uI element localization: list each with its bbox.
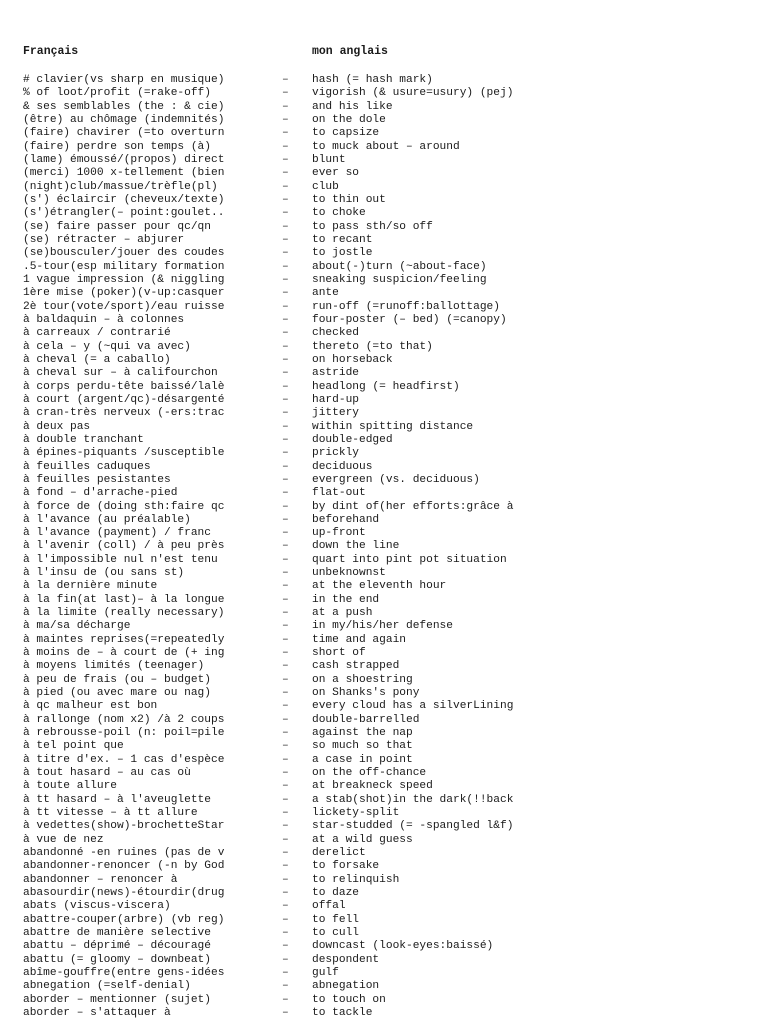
french-term: à la limite (really necessary) — [23, 607, 225, 620]
french-term: à moyens limités (teenager) — [23, 660, 205, 673]
separator-dash: – — [282, 793, 289, 806]
glossary-row — [0, 914, 768, 927]
separator-dash: – — [282, 593, 289, 606]
separator-dash: – — [282, 540, 289, 553]
glossary-row — [0, 860, 768, 873]
french-term: à pied (ou avec mare ou nag) — [23, 687, 211, 700]
english-term: blunt — [312, 153, 346, 166]
glossary-row — [0, 101, 768, 114]
english-term: to capsize — [312, 127, 380, 140]
separator-dash: – — [282, 327, 289, 340]
french-term: (lame) émoussé/(propos) direct — [23, 153, 225, 166]
separator-dash: – — [282, 340, 289, 353]
separator-dash: – — [282, 433, 289, 446]
french-term: aborder – mentionner (sujet) — [23, 993, 211, 1006]
english-term: unbeknownst — [312, 567, 386, 580]
english-term: at a push — [312, 607, 373, 620]
english-term: abnegation — [312, 980, 380, 993]
english-term: hard-up — [312, 393, 359, 406]
separator-dash: – — [282, 287, 289, 300]
glossary-row — [0, 274, 768, 287]
english-term: lickety-split — [312, 807, 400, 820]
glossary-row — [0, 261, 768, 274]
separator-dash: – — [282, 767, 289, 780]
glossary-row — [0, 181, 768, 194]
glossary-row — [0, 194, 768, 207]
separator-dash: – — [282, 966, 289, 979]
separator-dash: – — [282, 647, 289, 660]
french-term: (faire) perdre son temps (à) — [23, 140, 211, 153]
separator-dash: – — [282, 513, 289, 526]
glossary-row — [0, 887, 768, 900]
glossary-row — [0, 794, 768, 807]
separator-dash: – — [282, 220, 289, 233]
separator-dash: – — [282, 167, 289, 180]
glossary-row — [0, 687, 768, 700]
separator-dash: – — [282, 487, 289, 500]
glossary-row — [0, 807, 768, 820]
glossary-row — [0, 994, 768, 1007]
english-term: downcast (look-eyes:baissé) — [312, 940, 494, 953]
french-term: (night)club/massue/trèfle(pl) — [23, 180, 218, 193]
separator-dash: – — [282, 460, 289, 473]
french-term: à moins de – à court de (+ ing — [23, 647, 225, 660]
english-term: to cull — [312, 927, 359, 939]
english-term: beforehand — [312, 513, 380, 526]
separator-dash: – — [282, 1006, 289, 1019]
glossary-row — [0, 234, 768, 247]
english-term: evergreen (vs. deciduous) — [312, 473, 480, 486]
french-term: 1ère mise (poker)(v-up:casquer — [23, 287, 225, 300]
english-term: against the nap — [312, 727, 413, 740]
glossary-row — [0, 247, 768, 260]
glossary-row — [0, 474, 768, 487]
separator-dash: – — [282, 420, 289, 433]
separator-dash: – — [282, 847, 289, 860]
glossary-row — [0, 540, 768, 553]
glossary-row — [0, 527, 768, 540]
separator-dash: – — [282, 687, 289, 700]
english-term: cash strapped — [312, 660, 400, 673]
glossary-row — [0, 740, 768, 753]
glossary-row — [0, 927, 768, 940]
french-term: (se) rétracter – abjurer — [23, 233, 185, 246]
french-term: aborder – s'attaquer à — [23, 1006, 171, 1019]
separator-dash: – — [282, 820, 289, 833]
english-term: double-edged — [312, 433, 393, 446]
glossary-row — [0, 567, 768, 580]
english-term: on horseback — [312, 353, 393, 366]
glossary-row — [0, 834, 768, 847]
english-term: on Shanks's pony — [312, 687, 420, 700]
french-term: à ma/sa décharge — [23, 620, 131, 633]
separator-dash: – — [282, 727, 289, 740]
separator-dash: – — [282, 380, 289, 393]
english-term: by dint of(her efforts:grâce à — [312, 500, 514, 513]
english-term: up-front — [312, 527, 366, 540]
english-term: derelict — [312, 847, 366, 860]
separator-dash: – — [282, 127, 289, 140]
french-term: à vedettes(show)-brochetteStar — [23, 820, 225, 833]
separator-dash: – — [282, 313, 289, 326]
glossary-row — [0, 367, 768, 380]
french-term: à maintes reprises(=repeatedly — [23, 633, 225, 646]
french-term: à cela – y (~qui va avec) — [23, 340, 191, 353]
french-term: abattu (= gloomy – downbeat) — [23, 953, 211, 966]
english-term: vigorish (& usure=usury) (pej) — [312, 87, 514, 100]
separator-dash: – — [282, 393, 289, 406]
french-term: (faire) chavirer (=to overturn — [23, 127, 225, 140]
english-term: offal — [312, 900, 346, 913]
separator-dash: – — [282, 580, 289, 593]
glossary-row — [0, 980, 768, 993]
glossary-row — [0, 434, 768, 447]
french-term: (se) faire passer pour qc/qn — [23, 220, 211, 233]
separator-dash: – — [282, 74, 289, 86]
separator-dash: – — [282, 673, 289, 686]
french-term: à deux pas — [23, 420, 91, 433]
french-term: à l'avenir (coll) / à peu près — [23, 540, 225, 553]
french-term: à l'avance (payment) / franc — [23, 527, 211, 540]
glossary-row — [0, 207, 768, 220]
separator-dash: – — [282, 607, 289, 620]
english-term: so much so that — [312, 740, 413, 753]
english-term: astride — [312, 367, 359, 380]
french-term: (s')étrangler(– point:goulet.. — [23, 207, 225, 220]
french-term: à la fin(at last)– à la longue — [23, 593, 225, 606]
glossary-row — [0, 341, 768, 354]
separator-dash: – — [282, 260, 289, 273]
french-term: à la dernière minute — [23, 580, 158, 593]
french-term: abandonner – renoncer à — [23, 873, 178, 886]
glossary-row — [0, 287, 768, 300]
glossary-row — [0, 501, 768, 514]
glossary-row — [0, 900, 768, 913]
french-term: à corps perdu-tête baissé/lalè — [23, 380, 225, 393]
separator-dash: – — [282, 660, 289, 673]
english-term: ante — [312, 287, 339, 300]
english-term: and his like — [312, 100, 393, 113]
glossary-row — [0, 967, 768, 980]
english-term: headlong (= headfirst) — [312, 380, 460, 393]
glossary-row — [0, 607, 768, 620]
glossary-row — [0, 620, 768, 633]
english-term: to muck about – around — [312, 140, 460, 153]
english-term: to fell — [312, 913, 359, 926]
english-term: ever so — [312, 167, 359, 180]
french-term: à double tranchant — [23, 433, 144, 446]
english-term: flat-out — [312, 487, 366, 500]
glossary-row — [0, 647, 768, 660]
french-term: abattre de manière selective — [23, 927, 211, 939]
separator-dash: – — [282, 193, 289, 206]
glossary-row — [0, 767, 768, 780]
french-term: à l'avance (au préalable) — [23, 513, 191, 526]
french-term: à peu de frais (ou – budget) — [23, 673, 211, 686]
separator-dash: – — [282, 87, 289, 100]
english-term: prickly — [312, 447, 359, 460]
separator-dash: – — [282, 153, 289, 166]
glossary-row — [0, 674, 768, 687]
french-term: à force de (doing sth:faire qc — [23, 500, 225, 513]
english-term: jittery — [312, 407, 359, 420]
english-term: to daze — [312, 887, 359, 900]
french-term: % of loot/profit (=rake-off) — [23, 87, 211, 100]
separator-dash: – — [282, 927, 289, 939]
separator-dash: – — [282, 753, 289, 766]
french-term: abats (viscus-viscera) — [23, 900, 171, 913]
glossary-row — [0, 87, 768, 100]
french-term: à épines-piquants /susceptible — [23, 447, 225, 460]
glossary-row — [0, 754, 768, 767]
french-term: à tout hasard – au cas où — [23, 767, 191, 780]
separator-dash: – — [282, 993, 289, 1006]
glossary-row — [0, 154, 768, 167]
glossary-row — [0, 820, 768, 833]
glossary-row — [0, 634, 768, 647]
separator-dash: – — [282, 447, 289, 460]
french-term: à cheval (= a caballo) — [23, 353, 171, 366]
glossary-row — [0, 780, 768, 793]
english-term: short of — [312, 647, 366, 660]
french-term: à baldaquin – à colonnes — [23, 313, 185, 326]
separator-dash: – — [282, 140, 289, 153]
separator-dash: – — [282, 700, 289, 713]
column-header-french: Français — [23, 45, 79, 58]
glossary-row — [0, 1007, 768, 1020]
glossary-row — [0, 487, 768, 500]
glossary-row — [0, 141, 768, 154]
glossary-row — [0, 407, 768, 420]
separator-dash: – — [282, 713, 289, 726]
separator-dash: – — [282, 567, 289, 580]
french-term: (être) au chômage (indemnités) — [23, 113, 225, 126]
glossary-row — [0, 954, 768, 967]
separator-dash: – — [282, 980, 289, 993]
separator-dash: – — [282, 207, 289, 220]
english-term: at a wild guess — [312, 833, 413, 846]
english-term: to pass sth/so off — [312, 220, 433, 233]
glossary-row — [0, 461, 768, 474]
separator-dash: – — [282, 367, 289, 380]
separator-dash: – — [282, 113, 289, 126]
glossary-row — [0, 354, 768, 367]
separator-dash: – — [282, 833, 289, 846]
glossary-row — [0, 127, 768, 140]
separator-dash: – — [282, 233, 289, 246]
english-term: about(-)turn (~about-face) — [312, 260, 487, 273]
english-term: thereto (=to that) — [312, 340, 433, 353]
separator-dash: – — [282, 527, 289, 540]
english-term: on the dole — [312, 113, 386, 126]
french-term: à rallonge (nom x2) /à 2 coups — [23, 713, 225, 726]
glossary-row — [0, 874, 768, 887]
english-term: to forsake — [312, 860, 380, 873]
separator-dash: – — [282, 553, 289, 566]
glossary-row — [0, 381, 768, 394]
english-term: at breakneck speed — [312, 780, 433, 793]
glossary-row — [0, 727, 768, 740]
separator-dash: – — [282, 887, 289, 900]
column-header-english: mon anglais — [312, 45, 388, 58]
english-term: a case in point — [312, 753, 413, 766]
glossary-row — [0, 394, 768, 407]
separator-dash: – — [282, 500, 289, 513]
french-term: à tt hasard – à l'aveuglette — [23, 793, 211, 806]
glossary-row — [0, 594, 768, 607]
separator-dash: – — [282, 100, 289, 113]
english-term: at the eleventh hour — [312, 580, 447, 593]
glossary-row — [0, 167, 768, 180]
glossary-row — [0, 580, 768, 593]
separator-dash: – — [282, 620, 289, 633]
french-term: 1 vague impression (& niggling — [23, 273, 225, 286]
glossary-row — [0, 447, 768, 460]
separator-dash: – — [282, 953, 289, 966]
separator-dash: – — [282, 873, 289, 886]
french-term: abandonné -en ruines (pas de v — [23, 847, 225, 860]
english-term: quart into pint pot situation — [312, 553, 507, 566]
english-term: double-barrelled — [312, 713, 420, 726]
separator-dash: – — [282, 633, 289, 646]
french-term: à carreaux / contrarié — [23, 327, 171, 340]
glossary-row — [0, 221, 768, 234]
french-term: (se)bousculer/jouer des coudes — [23, 247, 225, 260]
glossary-list — [0, 74, 768, 1020]
french-term: à l'insu de (ou sans st) — [23, 567, 185, 580]
french-term: 2è tour(vote/sport)/eau ruisse — [23, 300, 225, 313]
glossary-row — [0, 660, 768, 673]
english-term: a stab(shot)in the dark(!!back — [312, 793, 514, 806]
english-term: time and again — [312, 633, 406, 646]
english-term: every cloud has a silverLining — [312, 700, 514, 713]
english-term: despondent — [312, 953, 380, 966]
french-term: à cran-très nerveux (-ers:trac — [23, 407, 225, 420]
french-term: à toute allure — [23, 780, 117, 793]
french-term: abnegation (=self-denial) — [23, 980, 191, 993]
english-term: to touch on — [312, 993, 386, 1006]
french-term: abattu – déprimé – découragé — [23, 940, 211, 953]
separator-dash: – — [282, 860, 289, 873]
separator-dash: – — [282, 473, 289, 486]
french-term: à feuilles caduques — [23, 460, 151, 473]
glossary-row — [0, 514, 768, 527]
french-term: abandonner-renoncer (-n by God — [23, 860, 225, 873]
separator-dash: – — [282, 940, 289, 953]
french-term: abattre-couper(arbre) (vb reg) — [23, 913, 225, 926]
english-term: gulf — [312, 966, 339, 979]
english-term: club — [312, 180, 339, 193]
english-term: deciduous — [312, 460, 373, 473]
english-term: within spitting distance — [312, 420, 474, 433]
english-term: checked — [312, 327, 359, 340]
glossary-row — [0, 74, 768, 87]
english-term: in the end — [312, 593, 380, 606]
glossary-row — [0, 314, 768, 327]
french-term: à cheval sur – à califourchon — [23, 367, 218, 380]
english-term: to jostle — [312, 247, 373, 260]
french-term: à fond – d'arrache-pied — [23, 487, 178, 500]
english-term: on a shoestring — [312, 673, 413, 686]
french-term: (s') éclaircir (cheveux/texte) — [23, 193, 225, 206]
english-term: star-studded (= -spangled l&f) — [312, 820, 514, 833]
english-term: in my/his/her defense — [312, 620, 453, 633]
separator-dash: – — [282, 740, 289, 753]
english-term: to choke — [312, 207, 366, 220]
french-term: à vue de nez — [23, 833, 104, 846]
french-term: à qc malheur est bon — [23, 700, 158, 713]
separator-dash: – — [282, 353, 289, 366]
english-term: down the line — [312, 540, 400, 553]
glossary-row — [0, 940, 768, 953]
french-term: à feuilles pesistantes — [23, 473, 171, 486]
separator-dash: – — [282, 913, 289, 926]
glossary-row — [0, 301, 768, 314]
french-term: à titre d'ex. – 1 cas d'espèce — [23, 753, 225, 766]
separator-dash: – — [282, 300, 289, 313]
english-term: to thin out — [312, 193, 386, 206]
english-term: to tackle — [312, 1006, 373, 1019]
glossary-row — [0, 714, 768, 727]
french-term: & ses semblables (the : & cie) — [23, 100, 225, 113]
english-term: to relinquish — [312, 873, 400, 886]
french-term: # clavier(vs sharp en musique) — [23, 74, 225, 86]
english-term: run-off (=runoff:ballottage) — [312, 300, 500, 313]
english-term: four-poster (– bed) (=canopy) — [312, 313, 507, 326]
separator-dash: – — [282, 807, 289, 820]
glossary-row — [0, 700, 768, 713]
french-term: (merci) 1000 x-tellement (bien — [23, 167, 225, 180]
glossary-row — [0, 327, 768, 340]
separator-dash: – — [282, 780, 289, 793]
glossary-row — [0, 114, 768, 127]
french-term: à tel point que — [23, 740, 124, 753]
glossary-row — [0, 554, 768, 567]
separator-dash: – — [282, 273, 289, 286]
glossary-row — [0, 847, 768, 860]
separator-dash: – — [282, 407, 289, 420]
french-term: .5-tour(esp military formation — [23, 260, 225, 273]
french-term: abasourdir(news)-étourdir(drug — [23, 887, 225, 900]
french-term: à tt vitesse – à tt allure — [23, 807, 198, 820]
separator-dash: – — [282, 900, 289, 913]
english-term: hash (= hash mark) — [312, 74, 433, 86]
english-term: sneaking suspicion/feeling — [312, 273, 487, 286]
separator-dash: – — [282, 247, 289, 260]
french-term: abîme-gouffre(entre gens-idées — [23, 966, 225, 979]
french-term: à rebrousse-poil (n: poil=pile — [23, 727, 225, 740]
separator-dash: – — [282, 180, 289, 193]
french-term: à court (argent/qc)-désargenté — [23, 393, 225, 406]
english-term: on the off-chance — [312, 767, 427, 780]
french-term: à l'impossible nul n'est tenu — [23, 553, 218, 566]
english-term: to recant — [312, 233, 373, 246]
glossary-row — [0, 421, 768, 434]
